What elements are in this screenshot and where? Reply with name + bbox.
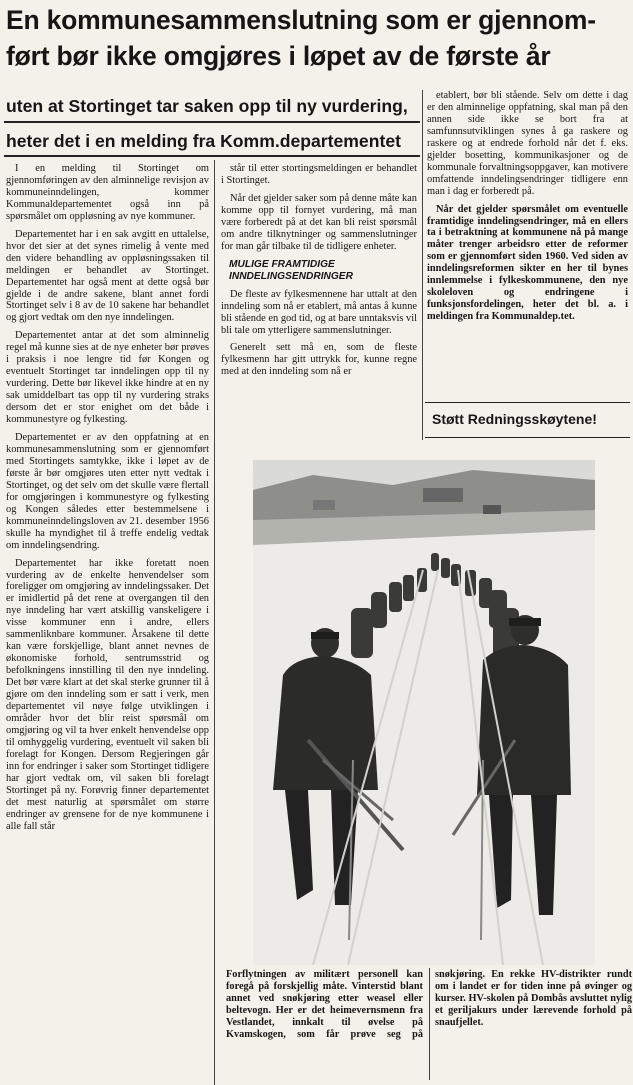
photo-soldiers-skiing <box>253 460 595 965</box>
paragraph: Når det gjelder spørsmålet om eventuelle framtidige inndelingsendringer, må en ellers ta i betraktning at kommunene nå på mange måter trenger arbeidsro etter de reformer som er gjennomført siden 1960. Ved siden av inndelingsreformen sikter en her til bynes innlemmelse i fylkeskommunene, den nye skoleloven og endringene i funksjonsfordelingen, heter det bl. a. i meldingen fra Kommunaldep.tet. <box>427 203 628 323</box>
photo-caption: Forflytningen av militært personell kan foregå på forskjellig måte. Vinterstid blant annet ved snøkjøring etter weasel eller beltevogn. Her er det heimevernsmenn fra Vestlandet, innkalt til øvelse på Kvamskogen, som får prøve seg på snøkjøring. En rekke HV-distrikter rundt om i landet er for tiden inne på øvinger og kurser. HV-skolen på Dombås avsluttet nylig et geriljakurs under lærevende forhold på snaufjellet. <box>226 969 632 1040</box>
deck-line-2: heter det i en melding fra Komm.departementet <box>6 131 401 151</box>
deck-line-1: uten at Stortinget tar saken opp til ny vurdering, <box>6 96 408 116</box>
subheading <box>229 259 417 283</box>
article-column-3 <box>427 90 628 395</box>
paragraph: De fleste av fylkesmennene har uttalt at den inndeling som nå er etablert, må antas å kunne bli stående en god tid, og at bare unntaksvis vil bli tale om ytterligere sammenslutninger. <box>221 288 417 336</box>
deck-divider <box>4 121 420 123</box>
article-column-1 <box>6 163 209 1083</box>
paragraph: Departementet har ikke foretatt noen vurdering av de enkelte henvendelser som foreligger om omgjøring av inndelingssaker. Det er imidlertid på det rene at overgangen til den nye inndeling har vært atskillig vanskeligere i visse kommuner enn i andre, ellers sammenliknbare kommuner. Årsakene til dette kan være forskjellige, blant annet nevnes de økonomiske forhold, sentrumsstrid og befolkningens innstilling til den nye inndeling. Det bør være klart at det skal sterke grunner til å gjøre om den inndeling som er satt i verk, men departementet vil nøye følge utviklingen i områder hvor det blir reist spørsmål om omgjøring og vil ta hver enkelt henvendelse opp til omhyggelig vurdering, eventuelt vil saken bli forelagt for Kongen. Dersom Regjeringen går inn for endringer i saker som Stortinget tidligere har gjort vedtak om, vil saken bli forelagt Stortinget på ny. Forøvrig finner departementet det mest naturlig at spørsmålet om større endringer av grensene for de nye kommunene i alle fall står <box>6 557 209 832</box>
subheading-line-1: MULIGE FRAMTIDIGE <box>229 258 335 270</box>
column-rule-1 <box>214 160 215 1085</box>
paragraph: står til etter stortingsmeldingen er behandlet i Stortinget. <box>221 163 417 186</box>
subheading-line-2: INNDELINGSENDRINGER <box>229 270 353 282</box>
article-column-2 <box>221 163 417 439</box>
deck-divider-2 <box>4 155 420 157</box>
paragraph: I en melding til Stortinget om gjennomføringen av den alminnelige revisjon av kommuneinndelingen, kommer Kommunaldepartementet også inn på spørsmålet om oppløsning av nye kommuner. <box>6 163 209 222</box>
slogan-rule-bottom <box>425 437 630 438</box>
paragraph: Når det gjelder saker som på denne måte kan komme opp til fornyet vurdering, må man være forberedt på at det kan bli reist spørsmål om andre tilknytninger og sammenslutninger for man går tilbake til de tidligere enheter. <box>221 192 417 252</box>
slogan-rule <box>425 402 630 403</box>
slogan: Støtt Redningsskøytene! <box>432 411 597 427</box>
paragraph: Departementet er av den oppfatning at en kommunesammenslutning som er gjennomført med Stortingets samtykke, ikke i løpet av de første år bør omgjøres uten etter nytt vedtak i Stortinget, og det selv om det skulle være flertall for omgjøringen i kommunestyre og fylkesting og Kongen således etter bestemmelsene i kommuneinndelingsloven av 21. desember 1956 skulle ha myndighet til å treffe endelig vedtak om inndelingsendring. <box>6 432 209 551</box>
headline-line-1: En kommunesammenslutning som er gjennom- <box>6 5 596 35</box>
paragraph: etablert, bør bli stående. Selv om dette i dag er den alminnelige oppfatning, skal man på den annen side ikke se bort fra at samfunnsutviklingen synes å ga raskere og raskere og at endrede forhold når det f. eks. gjelder bosetting, kommunikasjoner og de kommunale forvaltningsoppgaver, kan motivere omfattende inndelingsendringer tidligere enn man i dag er forberedt på. <box>427 90 628 197</box>
paragraph: Departementet har i en sak avgitt en uttalelse, hvor det sier at det synes rimelig å vente med den videre behandling av oppløsningssaken til meldingen er behandlet av Stortinget. Departementet har også ment at dette også bør gjelde i de andre sakene, blant annet fordi Stortinget selv i 8 av de 10 sakene har behandlet og gjort vedtak om den nye inndelingen. <box>6 228 209 324</box>
paragraph: Departementet antar at det som alminnelig regel må kunne sies at de nye enheter bør prøves i praksis i noe lengre tid før Kongen og eventuelt Stortinget tar inndelingen opp til ny vurdering. Dette bør likevel ikke hindre at en ny sak umiddelbart tas opp til ny vurdering straks dersom det er stor enighet om det både i kommunestyre og fylkesting. <box>6 330 209 426</box>
headline-line-2: ført bør ikke omgjøres i løpet av de første år <box>6 41 551 71</box>
column-rule-2 <box>422 90 423 440</box>
paragraph: Generelt sett må en, som de fleste fylkesmenn har gitt uttrykk for, kunne regne med at den inndeling som nå er <box>221 342 417 378</box>
